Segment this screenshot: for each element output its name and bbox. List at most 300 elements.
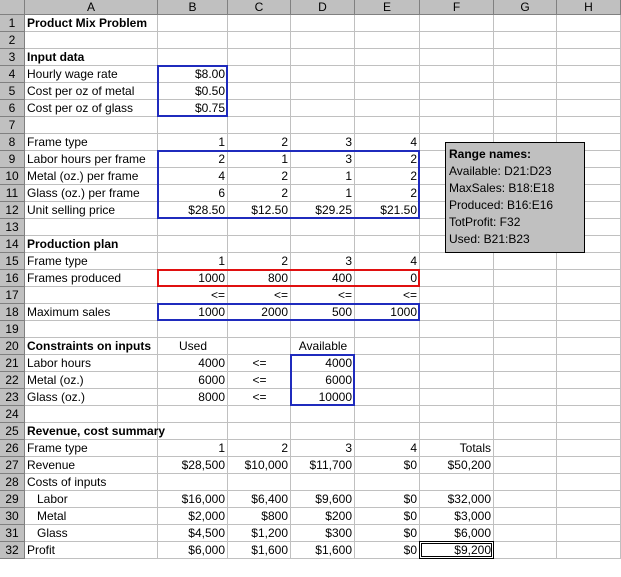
row-header-23[interactable]: 23 (0, 389, 25, 406)
cell-g2[interactable] (494, 32, 557, 49)
cell-a12[interactable] (25, 202, 158, 219)
cell-f7[interactable] (420, 117, 494, 134)
cell-a9[interactable] (25, 151, 158, 168)
cell-f19[interactable] (420, 321, 494, 338)
cell-c4[interactable] (228, 66, 291, 83)
cell-e22[interactable] (355, 372, 420, 389)
cell-d3[interactable] (291, 49, 355, 66)
cell-e10[interactable] (355, 168, 420, 185)
cell-e31[interactable] (355, 525, 420, 542)
cell-g28[interactable] (494, 474, 557, 491)
column-header-g[interactable]: G (494, 0, 557, 15)
cell-g6[interactable] (494, 100, 557, 117)
row-header-2[interactable]: 2 (0, 32, 25, 49)
cell-b26[interactable] (158, 440, 228, 457)
cell-value-d31: $300 (325, 526, 352, 540)
cell-d1[interactable] (291, 15, 355, 32)
cell-a5[interactable] (25, 83, 158, 100)
cell-value-b8: 1 (218, 135, 225, 149)
row-header-32[interactable]: 32 (0, 542, 25, 559)
cell-g27[interactable] (494, 457, 557, 474)
cell-b14[interactable] (158, 236, 228, 253)
cell-f30[interactable] (420, 508, 494, 525)
cell-e2[interactable] (355, 32, 420, 49)
cell-g19[interactable] (494, 321, 557, 338)
cell-f21[interactable] (420, 355, 494, 372)
cell-value-d29: $9,600 (315, 492, 352, 506)
cell-d6[interactable] (291, 100, 355, 117)
cell-c8[interactable] (228, 134, 291, 151)
cell-h16[interactable] (557, 270, 621, 287)
cell-c1[interactable] (228, 15, 291, 32)
cell-value-c23: <= (252, 390, 267, 404)
cell-value-b22: 6000 (198, 373, 225, 387)
cell-g15[interactable] (494, 253, 557, 270)
cell-b17[interactable] (158, 287, 228, 304)
cell-b2[interactable] (158, 32, 228, 49)
cell-e19[interactable] (355, 321, 420, 338)
cell-b29[interactable] (158, 491, 228, 508)
column-header-c[interactable]: C (228, 0, 291, 15)
row-header-21[interactable]: 21 (0, 355, 25, 372)
cell-a2[interactable] (25, 32, 158, 49)
cell-h21[interactable] (557, 355, 621, 372)
cell-a13[interactable] (25, 219, 158, 236)
row-header-15[interactable]: 15 (0, 253, 25, 270)
cell-g17[interactable] (494, 287, 557, 304)
cell-d18[interactable] (291, 304, 355, 321)
cell-e7[interactable] (355, 117, 420, 134)
cell-b4[interactable] (158, 66, 228, 83)
cell-d22[interactable] (291, 372, 355, 389)
row-header-30[interactable]: 30 (0, 508, 25, 525)
cell-g25[interactable] (494, 423, 557, 440)
cell-h1[interactable] (557, 15, 621, 32)
cell-c7[interactable] (228, 117, 291, 134)
cell-c22[interactable] (228, 372, 291, 389)
cell-g24[interactable] (494, 406, 557, 423)
cell-c21[interactable] (228, 355, 291, 372)
cell-e18[interactable] (355, 304, 420, 321)
cell-f27[interactable] (420, 457, 494, 474)
row-header-19[interactable]: 19 (0, 321, 25, 338)
cell-h22[interactable] (557, 372, 621, 389)
cell-d21[interactable] (291, 355, 355, 372)
cell-d31[interactable] (291, 525, 355, 542)
cell-b28[interactable] (158, 474, 228, 491)
cell-f1[interactable] (420, 15, 494, 32)
cell-h2[interactable] (557, 32, 621, 49)
row-header-4[interactable]: 4 (0, 66, 25, 83)
cell-e24[interactable] (355, 406, 420, 423)
cell-e32[interactable] (355, 542, 420, 559)
cell-value-b21: 4000 (198, 356, 225, 370)
cell-b32[interactable] (158, 542, 228, 559)
cell-f26[interactable] (420, 440, 494, 457)
cell-e29[interactable] (355, 491, 420, 508)
cell-g3[interactable] (494, 49, 557, 66)
cell-c28[interactable] (228, 474, 291, 491)
cell-value-a16: Frames produced (27, 271, 122, 285)
column-header-d[interactable]: D (291, 0, 355, 15)
row-header-22[interactable]: 22 (0, 372, 25, 389)
row-header-29[interactable]: 29 (0, 491, 25, 508)
cell-f6[interactable] (420, 100, 494, 117)
cell-a28[interactable] (25, 474, 158, 491)
cell-g26[interactable] (494, 440, 557, 457)
cell-c10[interactable] (228, 168, 291, 185)
cell-g21[interactable] (494, 355, 557, 372)
cell-d15[interactable] (291, 253, 355, 270)
cell-e9[interactable] (355, 151, 420, 168)
cell-b1[interactable] (158, 15, 228, 32)
cell-e25[interactable] (355, 423, 420, 440)
cell-c23[interactable] (228, 389, 291, 406)
row-header-3[interactable]: 3 (0, 49, 25, 66)
cell-value-b29: $16,000 (181, 492, 225, 506)
cell-c31[interactable] (228, 525, 291, 542)
cell-d5[interactable] (291, 83, 355, 100)
row-header-10[interactable]: 10 (0, 168, 25, 185)
cell-c13[interactable] (228, 219, 291, 236)
cell-d4[interactable] (291, 66, 355, 83)
cell-d27[interactable] (291, 457, 355, 474)
row-header-13[interactable]: 13 (0, 219, 25, 236)
cell-a25[interactable] (25, 423, 158, 440)
cell-c32[interactable] (228, 542, 291, 559)
cell-value-c12: $12.50 (251, 203, 288, 217)
cell-h26[interactable] (557, 440, 621, 457)
cell-a31[interactable] (25, 525, 158, 542)
cell-f3[interactable] (420, 49, 494, 66)
row-header-7[interactable]: 7 (0, 117, 25, 134)
cell-a30[interactable] (25, 508, 158, 525)
cell-d14[interactable] (291, 236, 355, 253)
cell-value-f27: $50,200 (447, 458, 491, 472)
cell-g23[interactable] (494, 389, 557, 406)
cell-f23[interactable] (420, 389, 494, 406)
cell-a21[interactable] (25, 355, 158, 372)
column-header-h[interactable]: H (557, 0, 621, 15)
row-header-24[interactable]: 24 (0, 406, 25, 423)
cell-e20[interactable] (355, 338, 420, 355)
cell-b18[interactable] (158, 304, 228, 321)
cell-value-c18: 2000 (261, 305, 288, 319)
cell-h24[interactable] (557, 406, 621, 423)
cell-h3[interactable] (557, 49, 621, 66)
cell-e28[interactable] (355, 474, 420, 491)
cell-f18[interactable] (420, 304, 494, 321)
cell-f22[interactable] (420, 372, 494, 389)
cell-c19[interactable] (228, 321, 291, 338)
row-header-16[interactable]: 16 (0, 270, 25, 287)
cell-h19[interactable] (557, 321, 621, 338)
cell-a16[interactable] (25, 270, 158, 287)
cell-b6[interactable] (158, 100, 228, 117)
cell-b13[interactable] (158, 219, 228, 236)
cell-d20[interactable] (291, 338, 355, 355)
cell-b23[interactable] (158, 389, 228, 406)
cell-value-d15: 3 (345, 254, 352, 268)
cell-c9[interactable] (228, 151, 291, 168)
cell-a27[interactable] (25, 457, 158, 474)
cell-d11[interactable] (291, 185, 355, 202)
cell-g18[interactable] (494, 304, 557, 321)
cell-a26[interactable] (25, 440, 158, 457)
cell-a24[interactable] (25, 406, 158, 423)
cell-g5[interactable] (494, 83, 557, 100)
select-all-corner[interactable] (0, 0, 25, 15)
cell-value-b27: $28,500 (181, 458, 225, 472)
cell-f25[interactable] (420, 423, 494, 440)
row-header-25[interactable]: 25 (0, 423, 25, 440)
cell-b31[interactable] (158, 525, 228, 542)
cell-e6[interactable] (355, 100, 420, 117)
cell-e5[interactable] (355, 83, 420, 100)
cell-h4[interactable] (557, 66, 621, 83)
cell-c12[interactable] (228, 202, 291, 219)
cell-b25[interactable] (158, 423, 228, 440)
cell-h5[interactable] (557, 83, 621, 100)
cell-f16[interactable] (420, 270, 494, 287)
cell-a6[interactable] (25, 100, 158, 117)
cell-a17[interactable] (25, 287, 158, 304)
cell-a11[interactable] (25, 185, 158, 202)
cell-b30[interactable] (158, 508, 228, 525)
cell-e1[interactable] (355, 15, 420, 32)
cell-c2[interactable] (228, 32, 291, 49)
cell-g29[interactable] (494, 491, 557, 508)
cell-d30[interactable] (291, 508, 355, 525)
cell-b7[interactable] (158, 117, 228, 134)
cell-h25[interactable] (557, 423, 621, 440)
cell-a15[interactable] (25, 253, 158, 270)
cell-f24[interactable] (420, 406, 494, 423)
cell-f20[interactable] (420, 338, 494, 355)
cell-f4[interactable] (420, 66, 494, 83)
cell-d24[interactable] (291, 406, 355, 423)
row-header-28[interactable]: 28 (0, 474, 25, 491)
cell-d25[interactable] (291, 423, 355, 440)
cell-h23[interactable] (557, 389, 621, 406)
cell-e11[interactable] (355, 185, 420, 202)
cell-c3[interactable] (228, 49, 291, 66)
cell-d23[interactable] (291, 389, 355, 406)
row-header-14[interactable]: 14 (0, 236, 25, 253)
cell-g22[interactable] (494, 372, 557, 389)
row-header-20[interactable]: 20 (0, 338, 25, 355)
cell-b16[interactable] (158, 270, 228, 287)
row-header-27[interactable]: 27 (0, 457, 25, 474)
cell-c6[interactable] (228, 100, 291, 117)
row-header-6[interactable]: 6 (0, 100, 25, 117)
cell-d26[interactable] (291, 440, 355, 457)
cell-d17[interactable] (291, 287, 355, 304)
cell-h29[interactable] (557, 491, 621, 508)
cell-g30[interactable] (494, 508, 557, 525)
cell-c20[interactable] (228, 338, 291, 355)
range-names-textbox[interactable] (445, 142, 585, 253)
cell-d9[interactable] (291, 151, 355, 168)
cell-h20[interactable] (557, 338, 621, 355)
cell-a29[interactable] (25, 491, 158, 508)
row-header-1[interactable]: 1 (0, 15, 25, 32)
cell-f15[interactable] (420, 253, 494, 270)
row-header-11[interactable]: 11 (0, 185, 25, 202)
cell-g1[interactable] (494, 15, 557, 32)
cell-value-e16: 0 (410, 271, 417, 285)
cell-a22[interactable] (25, 372, 158, 389)
cell-value-a6: Cost per oz of glass (27, 101, 134, 115)
cell-g32[interactable] (494, 542, 557, 559)
cell-h27[interactable] (557, 457, 621, 474)
column-header-e[interactable]: E (355, 0, 420, 15)
cell-c5[interactable] (228, 83, 291, 100)
cell-h15[interactable] (557, 253, 621, 270)
cell-d10[interactable] (291, 168, 355, 185)
cell-c26[interactable] (228, 440, 291, 457)
cell-a3[interactable] (25, 49, 158, 66)
cell-value-e17: <= (402, 288, 417, 302)
cell-e16[interactable] (355, 270, 420, 287)
cell-b8[interactable] (158, 134, 228, 151)
row-header-5[interactable]: 5 (0, 83, 25, 100)
cell-a18[interactable] (25, 304, 158, 321)
cell-d13[interactable] (291, 219, 355, 236)
column-header-a[interactable]: A (25, 0, 158, 15)
cell-e8[interactable] (355, 134, 420, 151)
cell-a4[interactable] (25, 66, 158, 83)
cell-g16[interactable] (494, 270, 557, 287)
cell-e17[interactable] (355, 287, 420, 304)
cell-e26[interactable] (355, 440, 420, 457)
column-header-b[interactable]: B (158, 0, 228, 15)
cell-b5[interactable] (158, 83, 228, 100)
cell-b12[interactable] (158, 202, 228, 219)
cell-value-d22: 6000 (325, 373, 352, 387)
column-header-f[interactable]: F (420, 0, 494, 15)
row-header-26[interactable]: 26 (0, 440, 25, 457)
cell-c14[interactable] (228, 236, 291, 253)
cell-h32[interactable] (557, 542, 621, 559)
cell-f28[interactable] (420, 474, 494, 491)
cell-c15[interactable] (228, 253, 291, 270)
cell-h28[interactable] (557, 474, 621, 491)
cell-d2[interactable] (291, 32, 355, 49)
cell-c17[interactable] (228, 287, 291, 304)
cell-e4[interactable] (355, 66, 420, 83)
cell-b19[interactable] (158, 321, 228, 338)
cell-b20[interactable] (158, 338, 228, 355)
cell-h31[interactable] (557, 525, 621, 542)
cell-value-d9: 3 (345, 152, 352, 166)
cell-c25[interactable] (228, 423, 291, 440)
row-header-17[interactable]: 17 (0, 287, 25, 304)
cell-c16[interactable] (228, 270, 291, 287)
cell-d16[interactable] (291, 270, 355, 287)
row-header-8[interactable]: 8 (0, 134, 25, 151)
cell-a1[interactable] (25, 15, 158, 32)
cell-a19[interactable] (25, 321, 158, 338)
cell-b24[interactable] (158, 406, 228, 423)
row-header-12[interactable]: 12 (0, 202, 25, 219)
cell-d32[interactable] (291, 542, 355, 559)
row-header-9[interactable]: 9 (0, 151, 25, 168)
cell-value-b31: $4,500 (188, 526, 225, 540)
cell-e27[interactable] (355, 457, 420, 474)
cell-a7[interactable] (25, 117, 158, 134)
cell-c29[interactable] (228, 491, 291, 508)
cell-a14[interactable] (25, 236, 158, 253)
cell-e15[interactable] (355, 253, 420, 270)
cell-e30[interactable] (355, 508, 420, 525)
row-header-18[interactable]: 18 (0, 304, 25, 321)
cell-e23[interactable] (355, 389, 420, 406)
cell-f31[interactable] (420, 525, 494, 542)
cell-g31[interactable] (494, 525, 557, 542)
cell-c30[interactable] (228, 508, 291, 525)
cell-f17[interactable] (420, 287, 494, 304)
cell-value-a21: Labor hours (27, 356, 92, 370)
cell-b21[interactable] (158, 355, 228, 372)
cell-b27[interactable] (158, 457, 228, 474)
cell-b10[interactable] (158, 168, 228, 185)
cell-e21[interactable] (355, 355, 420, 372)
cell-e13[interactable] (355, 219, 420, 236)
cell-d7[interactable] (291, 117, 355, 134)
cell-e3[interactable] (355, 49, 420, 66)
cell-e14[interactable] (355, 236, 420, 253)
cell-c27[interactable] (228, 457, 291, 474)
cell-b11[interactable] (158, 185, 228, 202)
cell-h17[interactable] (557, 287, 621, 304)
cell-d8[interactable] (291, 134, 355, 151)
cell-b9[interactable] (158, 151, 228, 168)
cell-b15[interactable] (158, 253, 228, 270)
cell-f29[interactable] (420, 491, 494, 508)
cell-c18[interactable] (228, 304, 291, 321)
cell-g4[interactable] (494, 66, 557, 83)
cell-a20[interactable] (25, 338, 158, 355)
cell-value-e10: 2 (410, 169, 417, 183)
cell-a8[interactable] (25, 134, 158, 151)
cell-b3[interactable] (158, 49, 228, 66)
cell-h30[interactable] (557, 508, 621, 525)
cell-h7[interactable] (557, 117, 621, 134)
cell-e12[interactable] (355, 202, 420, 219)
cell-a32[interactable] (25, 542, 158, 559)
row-header-31[interactable]: 31 (0, 525, 25, 542)
cell-d29[interactable] (291, 491, 355, 508)
cell-a23[interactable] (25, 389, 158, 406)
cell-c24[interactable] (228, 406, 291, 423)
cell-g20[interactable] (494, 338, 557, 355)
cell-f2[interactable] (420, 32, 494, 49)
cell-b22[interactable] (158, 372, 228, 389)
cell-d19[interactable] (291, 321, 355, 338)
cell-d28[interactable] (291, 474, 355, 491)
cell-h18[interactable] (557, 304, 621, 321)
cell-a10[interactable] (25, 168, 158, 185)
cell-h6[interactable] (557, 100, 621, 117)
cell-f5[interactable] (420, 83, 494, 100)
cell-f32[interactable] (420, 542, 494, 559)
cell-d12[interactable] (291, 202, 355, 219)
cell-value-c10: 2 (281, 169, 288, 183)
cell-g7[interactable] (494, 117, 557, 134)
cell-c11[interactable] (228, 185, 291, 202)
cell-value-d30: $200 (325, 509, 352, 523)
